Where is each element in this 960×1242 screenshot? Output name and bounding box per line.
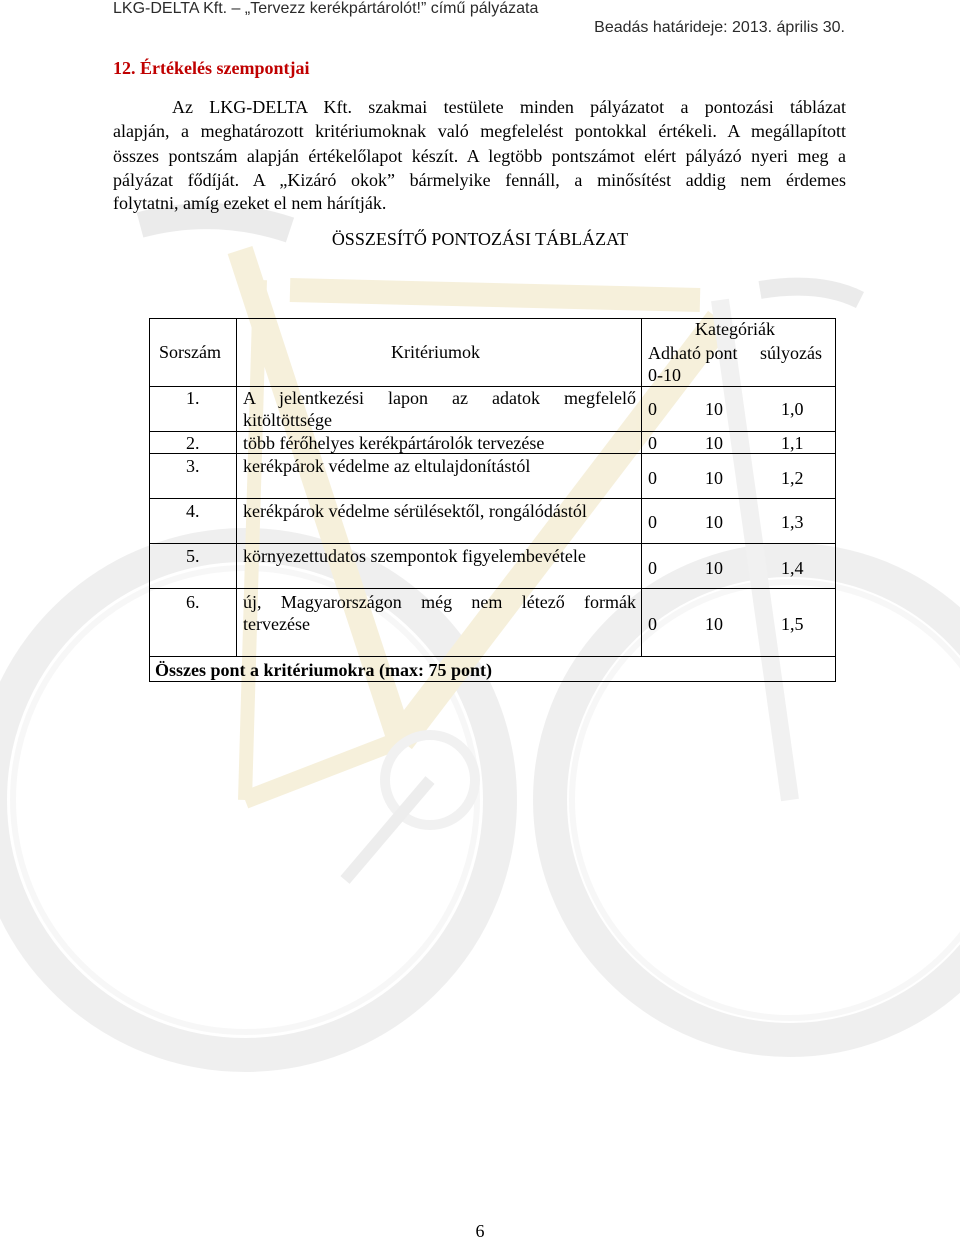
header-categories: Kategóriák [695,319,775,339]
row-number: 6. [186,592,200,612]
row-number: 2. [186,433,200,453]
table-title: ÖSSZESÍTŐ PONTOZÁSI TÁBLÁZAT [331,229,629,249]
row-criteria: kerékpárok védelme az eltulajdonítástól [243,456,531,476]
row-weight: 1,0 [781,399,804,419]
row-criteria: A jelentkezési lapon az adatok megfelelő [243,388,636,408]
header-weighting: súlyozás [760,343,822,363]
row-max: 10 [705,399,723,419]
header-right: Beadás határideje: 2013. április 30. [594,19,845,36]
row-min: 0 [648,512,657,532]
section-title: 12. Értékelés szempontjai [113,58,310,78]
header-number: Sorszám [159,342,221,362]
paragraph-line: összes pontszám alapján értékelőlapot készít. A legtöbb pontszámot elért pályázó nyeri meg a [113,146,846,166]
row-max: 10 [705,512,723,532]
row-max: 10 [705,614,723,634]
row-criteria: környezettudatos szempontok figyelembevétele [243,546,586,566]
header-criteria: Kritériumok [391,342,480,362]
row-weight: 1,4 [781,558,804,578]
row-number: 5. [186,546,200,566]
row-weight: 1,2 [781,468,804,488]
page-number: 6 [475,1221,485,1241]
row-min: 0 [648,399,657,419]
row-number: 3. [186,456,200,476]
total-label: Összes pont a kritériumokra (max: 75 pont) [155,660,492,680]
row-criteria: kitöltöttsége [243,410,332,430]
header-points-range: 0-10 [648,365,681,385]
row-max: 10 [705,468,723,488]
header-points: Adható pont [648,343,738,363]
row-min: 0 [648,468,657,488]
row-criteria: több férőhelyes kerékpártárolók tervezése [243,433,545,453]
row-number: 1. [186,388,200,408]
row-weight: 1,1 [781,433,804,453]
row-max: 10 [705,433,723,453]
paragraph-line: Az LKG-DELTA Kft. szakmai testülete minden pályázatot a pontozási táblázat [172,97,846,117]
row-min: 0 [648,558,657,578]
row-max: 10 [705,558,723,578]
row-number: 4. [186,501,200,521]
row-min: 0 [648,614,657,634]
paragraph-line: pályázat fődíját. A „Kizáró okok” bármelyike fennáll, a minősítést addig nem érdemes [113,170,846,190]
header-left: LKG-DELTA Kft. – „Tervezz kerékpártárolót!” című pályázata [113,0,539,17]
row-min: 0 [648,433,657,453]
row-weight: 1,5 [781,614,804,634]
row-criteria: kerékpárok védelme sérülésektől, rongálódástól [243,501,587,521]
row-weight: 1,3 [781,512,804,532]
paragraph-line: alapján, a meghatározott kritériumoknak való megfelelést pontokkal értékeli. A megállapított [113,121,846,141]
paragraph-line: folytatni, amíg ezeket el nem hárítják. [113,193,387,213]
row-criteria: új, Magyarországon még nem létező formák [243,592,636,612]
row-criteria: tervezése [243,614,310,634]
